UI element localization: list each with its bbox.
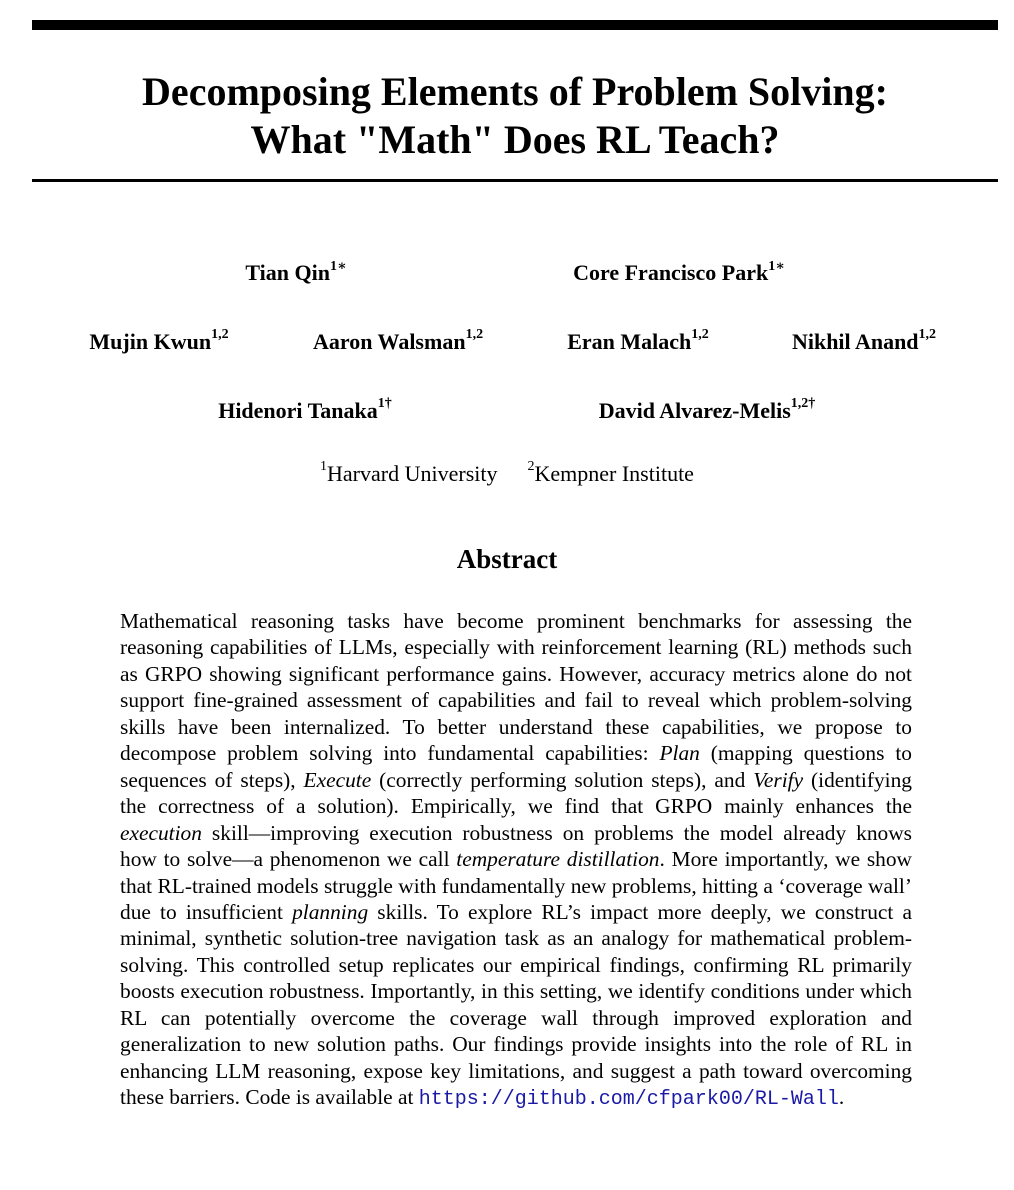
author-hidenori-tanaka: Hidenori Tanaka$^{1\dagger}$: [218, 396, 392, 423]
author-mujin-kwun: Mujin Kwun$^{1,2}$: [89, 327, 229, 354]
abstract-heading: Abstract: [456, 544, 558, 574]
author-david-alvarez-melis: David Alvarez-Melis$^{1,2\dagger}$: [598, 396, 816, 423]
affiliation-harvard: Harvard University: [327, 461, 498, 486]
paper-title: [32, 68, 998, 164]
code-link[interactable]: https://github.com/cfpark00/RL-Wall: [418, 1088, 839, 1112]
author-aaron-walsman: Aaron Walsman$^{1,2}$: [312, 327, 484, 354]
title-line-2: What "Math" Does RL Teach?: [250, 117, 780, 162]
top-rule: [32, 20, 998, 30]
affiliation-kempner: Kempner Institute: [534, 461, 694, 486]
abstract-body: Mathematical reasoning tasks have become prominent benchmarks for assessing the reasoning capabilities of LLMs, especially with reinforcement learning (RL) methods such as GRPO showing significant performance gains. However, accuracy metrics alone do not support fine-grained assessment of capabilities and fail to reveal which problem-solving skills have been internalized. To better understand these capabilities, we propose to decompose problem solving into fundamental capabilities: Plan (mapping questions to sequences of steps), Execute (correctly performing solution steps), and Verify (identifying the correctness of a solution). Empirically, we find that GRPO mainly enhances the execution skill—improving execution robustness on problems the model already knows how to solve—a phenomenon we call temperature distillation. More importantly, we show that RL-trained models struggle with fundamentally new problems, hitting a ‘coverage wall’ due to insufficient planning skills. To explore RL’s impact more deeply, we construct a minimal, synthetic solution-tree navigation task as an analogy for mathematical problem-solving. This controlled setup replicates our empirical findings, confirming RL primarily boosts execution robustness. Importantly, in this setting, we identify conditions under which RL can potentially overcome the coverage wall through improved exploration and generalization to new solution paths. Our findings provide insights into the role of RL in enhancing LLM reasoning, expose key limitations, and suggest a path toward overcoming these barriers. Code is available at https://github.com/cfpark00/RL-Wall.: [120, 609, 913, 1112]
bottom-rule: [32, 179, 998, 182]
author-core-francisco-park: Core Francisco Park$^{1∗}$: [573, 259, 785, 285]
author-nikhil-anand: Nikhil Anand$^{1,2}$: [791, 327, 937, 354]
title-line-1: Decomposing Elements of Problem Solving:: [142, 69, 888, 114]
affiliations: $^1$Harvard University $^2$Kempner Institute: [320, 459, 694, 486]
author-tian-qin: Tian Qin$^{1∗}$: [245, 259, 347, 285]
author-eran-malach: Eran Malach$^{1,2}$: [567, 327, 709, 354]
